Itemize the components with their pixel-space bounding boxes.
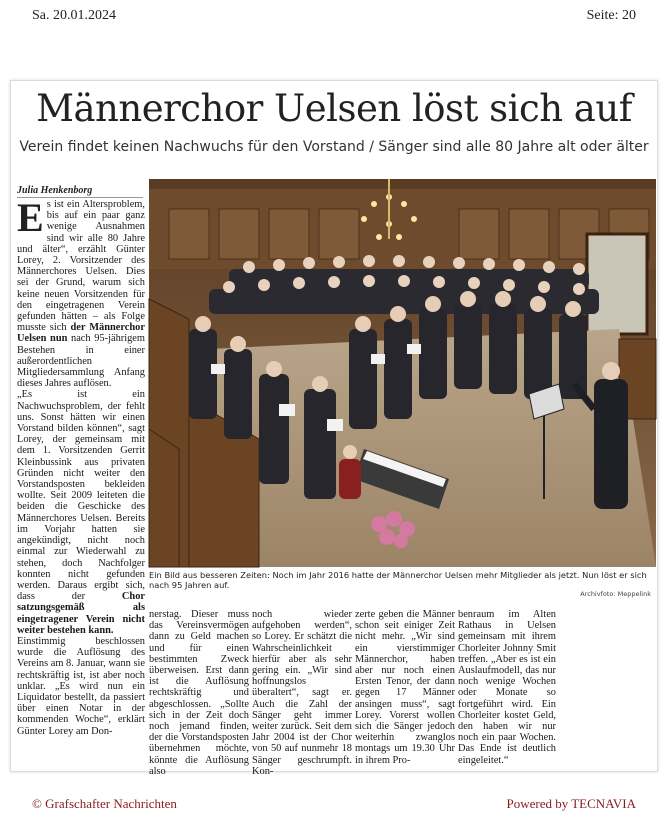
author-byline: Julia Henkenborg [17, 185, 143, 198]
article-subheadline: Verein findet keinen Nachwuchs für den Vorstand / Sänger sind alle 80 Jahre alt oder älter [19, 139, 649, 155]
paragraph-1 [17, 195, 146, 390]
article-column-4: zerte geben die Männer schon seit einiger Zeit nicht mehr. „Wir sind ein vierstimmiger Männerchor, haben aber nur noch einen Ersten Tenor, der dann gegen 17 Männer ansingen muss“, sagt Lorey. Vorerst wollen sich die Sänger jedoch weiterhin zwanglos montags um 19.30 Uhr in ihrem Pro- [355, 609, 455, 766]
text-run: nach 95-jährigem Bestehen in einer außerordentlichen Mitgliedersammlung Anfang dieses Jahres auflösen. [17, 333, 146, 390]
highlighted-text: der Männerchor Uelsen nun [17, 322, 145, 345]
issue-date: Sa. 20.01.2024 [32, 8, 116, 23]
page-number: Seite: 20 [586, 8, 636, 23]
article-column-2: nerstag. Dieser muss das Vereinsvermögen dann zu Geld machen und für einen bestimmten Zweck überweisen. Erst dann ist die Auflösung rechtskräftig und abgeschlossen. „Sollte sich in der Zeit doch noch jemand finden, der die Vorstandsposten übernehmen möchte, könnte die Auflösung also [149, 609, 249, 777]
paragraph-3: Einstimmig beschlossen wurde die Auflösung des Vereins am 8. Januar, wann sie rechtskräftig ist, ist aber noch unklar. „Es wird nun ein Liquidator bestellt, da passiert über einen Notar in der kommenden Woche“, erklärt Günter Lorey am Don- [17, 635, 145, 737]
article-clipping [10, 80, 658, 777]
text-run: „Es ist ein Nachwuchsproblem, der fehlt uns. Sonst hätten wir einen Vorstand bilden können“, sagt Lorey, der gemeinsam mit dem 1. Vorsitzenden Gerrit Kleinbussink aus privaten Gründen nicht weiter den Vorstandsposten bekleiden wollte. Seit 2009 leiteten die beiden die Geschicke des Männerchores Uelsen. Bereits im Vorjahr hatten sie angekündigt, nicht noch einmal zur Wiederwahl zu stehen, doch Nachfolger konnten nicht gefunden werden. Daraus ergibt sich, dass der [17, 389, 145, 603]
article-column-5: benraum im Alten Rathaus in Uelsen gemeinsam mit ihrem Chorleiter Johnny Smit treffen. „Aber es ist ein Auslaufmodell, das nur noch wenige Wochen oder Monate so fortgeführt wird. Ein Chorleiter kostet Geld, den haben wir nur noch ein paar Wochen. Das Ende ist deutlich eingeleitet.“ [458, 609, 556, 766]
article-column-1 [17, 195, 146, 737]
powered-by-link[interactable]: Powered by TECNAVIA [506, 796, 636, 811]
article-headline: Männerchor Uelsen löst sich auf [36, 87, 632, 130]
choir-photo [149, 179, 656, 567]
copyright-link[interactable]: © Grafschafter Nachrichten [32, 796, 177, 811]
top-bar [0, 0, 664, 34]
article-column-3: noch wieder aufgehoben werden“, so Lorey. Er schätzt die Wahrscheinlichkeit hierfür aber als sehr gering ein. „Wir sind hoffnungslos überaltert“, sagt er. Auch die Zahl der Sänger geht immer weiter zurück. Seit dem Jahr 2004 ist der Chor von 50 auf nunmehr 18 Sänger geschrumpft. Kon- [252, 609, 352, 777]
photo-credit: Archivfoto: Meppelink [580, 590, 651, 598]
paragraph-2 [17, 389, 145, 635]
highlighted-text: Chor satzungsgemäß als eingetragener Verein nicht weiter bestehen kann. [17, 591, 145, 636]
photo-caption: Ein Bild aus besseren Zeiten: Noch im Jahr 2016 hatte der Männerchor Uelsen mehr Mitglieder als jetzt. Nun löst er sich nach 95 Jahren auf. [149, 570, 647, 590]
text-run: s ist ein Altersproblem, bis auf ein paar ganz wenige Ausnahmen sind wir alle 80 Jahre und älter“, erzählt Günter Lorey, 2. Vorsitzender des Männerchores Uelsen. Dies sei der Grund, warum sich keine neuen Vorsitzenden für den eingetragenen Verein gefunden hätten – als Folge musste sich [17, 199, 145, 334]
drop-cap: E [17, 195, 44, 240]
footer [0, 790, 664, 818]
